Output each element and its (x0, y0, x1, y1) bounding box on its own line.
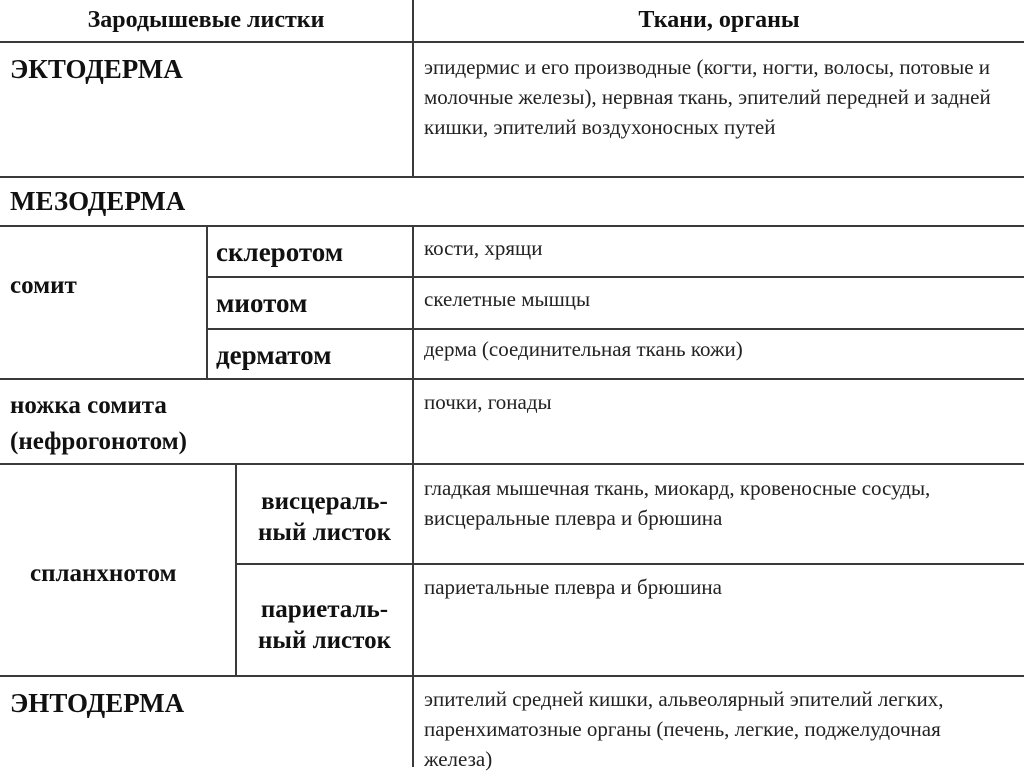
rule-somite-divider (206, 225, 208, 378)
rule-myotome-bottom (207, 328, 1024, 330)
myotome-label: миотом (216, 288, 308, 318)
myotome-description: скелетные мышцы (424, 287, 591, 311)
sclerotome-description: кости, хрящи (424, 236, 543, 260)
rule-ectoderm-bottom (0, 176, 1024, 178)
endoderm-label: ЭНТОДЕРМА (10, 688, 185, 718)
visceral-leaf-label-line1: висцераль- (261, 488, 388, 515)
nephrotome-label-line1: ножка сомита (10, 392, 167, 419)
visceral-leaf-description: гладкая мышечная ткань, миокард, кровеносные сосуды, висцеральные плевра и брюшина (424, 476, 931, 530)
somite-label: сомит (10, 272, 77, 299)
rule-mesoderm-bottom (0, 225, 1024, 227)
ectoderm-description: эпидермис и его производные (когти, ногти, волосы, потовые и молочные железы), нервная ткань, эпителий передней и задней кишки, эпителий воздухоносных путей (424, 55, 991, 139)
rule-somite-bottom (0, 378, 1024, 380)
header-tissues-organs: Ткани, органы (638, 7, 800, 33)
parietal-leaf-label-line2: ный листок (258, 627, 391, 654)
nephrotome-label-line2: (нефрогонотом) (10, 428, 187, 455)
rule-sclerotome-bottom (207, 276, 1024, 278)
parietal-leaf-description: париетальные плевра и брюшина (424, 575, 722, 599)
sclerotome-label: склеротом (216, 237, 344, 267)
header-germ-layers: Зародышевые листки (87, 7, 325, 33)
rule-visceral-bottom (236, 563, 1024, 565)
parietal-leaf-label-line1: париеталь- (260, 596, 389, 623)
nephrotome-description: почки, гонады (424, 390, 552, 414)
endoderm-description: эпителий средней кишки, альвеолярный эпителий легких, паренхиматозные органы (печень, легкие, поджелудочная железа) (424, 687, 944, 771)
mesoderm-label: МЕЗОДЕРМА (10, 186, 186, 216)
splanchnotome-label: спланхнотом (30, 560, 177, 587)
dermatome-description: дерма (соединительная ткань кожи) (424, 337, 743, 361)
rule-splanchnotome-bottom (0, 675, 1024, 677)
visceral-leaf-label-line2: ный листок (258, 519, 391, 546)
dermatome-label: дерматом (216, 340, 332, 370)
rule-nephrotome-bottom (0, 463, 1024, 465)
rule-main-divider-lower (412, 225, 414, 767)
ectoderm-label: ЭКТОДЕРМА (10, 54, 183, 84)
rule-header-bottom (0, 41, 1024, 43)
